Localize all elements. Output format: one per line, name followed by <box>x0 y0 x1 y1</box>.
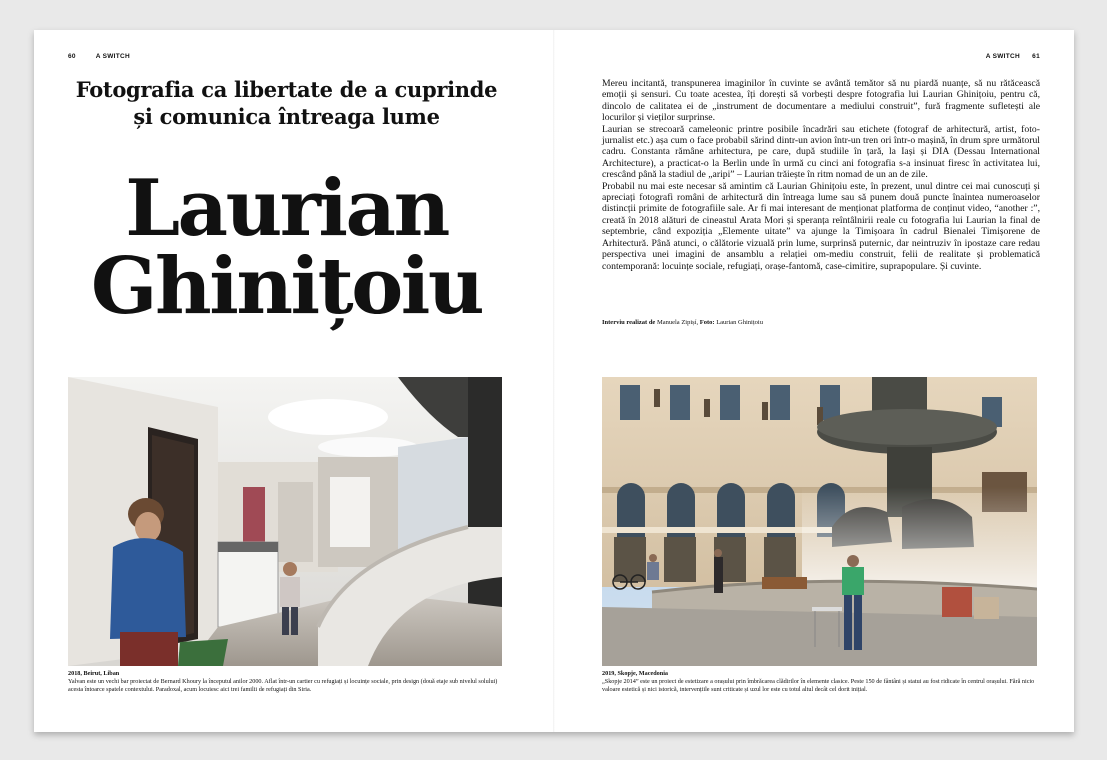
credit-photo-label: Foto: <box>699 319 715 326</box>
skopje-caption-text: „Skopje 2014” este un proiect de estetizare a orașului prin îmbrăcarea clădirilor în elemente clasice. Peste 150 de fântâni și statui au fost ridicate în centrul orașului. Fără nicio valoare estetică și nici istorică, intervențiile sunt criticate și uzul lor este cu totul altul decât cel dorit inițial. <box>602 678 1035 693</box>
beirut-caption-title: 2018, Beirut, Liban <box>68 670 120 677</box>
article-credit <box>602 319 763 326</box>
credit-interviewer: Manuela Zipișí, <box>656 319 699 326</box>
title-first-name: Laurian <box>125 163 448 254</box>
left-page-number: 60 <box>68 53 76 60</box>
article-subtitle: Fotografia ca libertate de a cuprinde și comunica întreaga lume <box>75 77 498 129</box>
article-intro <box>602 78 1040 272</box>
article-title <box>64 163 509 332</box>
photo-beirut-interior <box>68 377 502 666</box>
photo-skopje-fountain <box>602 377 1037 666</box>
left-folio <box>68 53 130 60</box>
right-folio <box>986 53 1040 60</box>
right-page-number: 61 <box>1032 53 1040 60</box>
skopje-caption-title: 2019, Skopje, Macedonia <box>602 670 669 677</box>
page-gutter <box>553 30 555 732</box>
beirut-caption <box>68 670 498 694</box>
magazine-spread <box>34 30 1074 732</box>
left-section-label: A SWITCH <box>95 53 131 60</box>
credit-photographer: Laurian Ghinițoiu <box>716 319 763 326</box>
intro-paragraph-2: Laurian se strecoară cameleonic printre posibile încadrări sau etichete (fotograf de arhitectură, artist, foto-jurnalist etc.) așa cum o face probabil sărind dintr-un avion într-un tren ori într-o mașină, în drum spre următorul cadru. Constanta rămâne arhitectura, pe care, după studiile în țară, la Iași și DIA (Dessau International Architecture), a practicat-o la Berlin unde în urmă cu cinci ani fotografia s-a insinuat firesc în activitatea lui, crescând până la stadiul de „aripi” – Laurian trăiește în ritm nomad de un an de zile. <box>602 123 1040 181</box>
intro-paragraph-3: Probabil nu mai este necesar să amintim că Laurian Ghinițoiu este, în prezent, unul dintre cei mai cunoscuți și apreciați fotografi români de arhitectură din întreaga lume sau să punem două puncte înaintea numeroaselor distincții primite de fotografiile sale. Ar fi mai interesant de menționat platforma de conținut video, “another :”, creată în 2018 alături de cineastul Arata Mori și speranța reîntâlnirii reale cu fotografia lui Laurian la final de septembrie, când expoziția „Elemente uitate” va ajunge la Timișoara în cadrul Bienalei Timișorene de Arhitectură. Până atunci, o călătorie vizuală prin lume, surprinsă puternic, dar neintruziv în ipostaze care redau perspectiva unei imagini de ansamblu a relației om-mediu construit, felii de realitate și problematică contemporană: locuințe sociale, refugiați, orașe-fantomă, case-cimitire, suprapopulare. Și cuvinte. <box>602 180 1040 272</box>
title-last-name: Ghinițoiu <box>90 241 483 332</box>
skopje-caption <box>602 670 1037 694</box>
beirut-caption-text: Yalvan este un vechi bar proiectat de Bernard Khoury la începutul anilor 2000. Aflat într-un cartier cu refugiați și locuințe sociale, prin design (două etaje sub nivelul solului) acesta întoarce spatele contextului. Paradoxal, acum locuiesc aici trei familii de refugiați din Siria. <box>68 678 498 693</box>
credit-interview-label: Interviu realizat de <box>602 319 656 326</box>
right-section-label: A SWITCH <box>985 53 1021 60</box>
intro-paragraph-1: Mereu incitantă, transpunerea imaginilor în cuvinte se avântă temător să nu piardă nuanțe, să nu rătăcească emoții și sensuri. Cu toate acestea, îți dorești să vorbești despre fotografia lui Laurian Ghinițoiu, pentru că, dincolo de calitatea ei de „instrument de documentare a mediului construit”, fură fragmente sufletești ale locurilor și vieților surprinse. <box>602 78 1040 124</box>
